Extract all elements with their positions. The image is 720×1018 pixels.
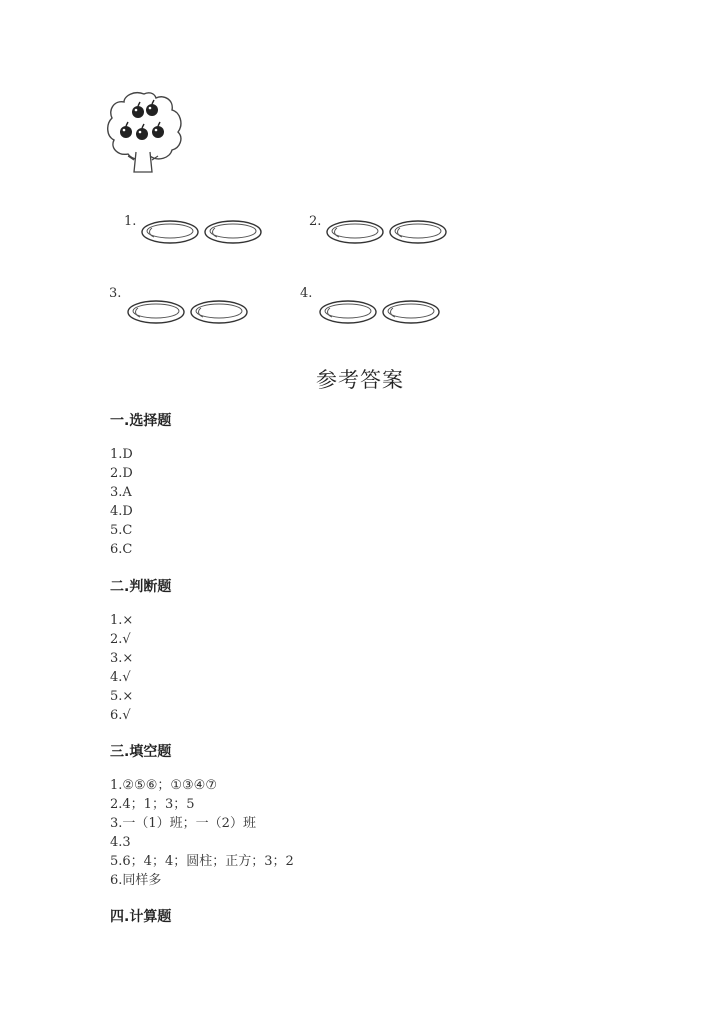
answer-item: 5.× [110, 689, 134, 704]
answer-item: 4.√ [110, 670, 131, 685]
answer-key-title: 参考答案 [316, 368, 404, 392]
answer-item: 1.× [110, 613, 134, 628]
plate-group-label-3: 3. [109, 286, 122, 301]
section-heading-choice: 一.选择题 [110, 413, 172, 429]
plate-icon [388, 218, 448, 248]
answer-item: 2.4；1；3；5 [110, 797, 195, 812]
answer-list-choice [110, 445, 133, 559]
answer-item: 6.√ [110, 708, 131, 723]
answer-item: 3.× [110, 651, 134, 666]
apple-tree-illustration [104, 88, 184, 180]
plate-group-label-2: 2. [309, 214, 322, 229]
section-heading-judgement: 二.判断题 [110, 579, 172, 595]
section-heading-calculation: 四.计算题 [110, 909, 172, 925]
answer-item: 3.A [110, 485, 132, 500]
plate-icon [318, 298, 378, 328]
answer-item: 1.D [110, 447, 133, 462]
answer-list-fill-blank [110, 776, 294, 890]
plate-icon [140, 218, 200, 248]
answer-item: 6.同样多 [110, 873, 162, 888]
answer-list-judgement [110, 611, 133, 725]
answer-item: 2.√ [110, 632, 131, 647]
plate-icon [381, 298, 441, 328]
answer-item: 6.C [110, 542, 133, 557]
plate-group-label-4: 4. [300, 286, 313, 301]
answer-item: 4.D [110, 504, 133, 519]
plate-icon [126, 298, 186, 328]
plate-icon [203, 218, 263, 248]
plate-group-label-1: 1. [124, 214, 137, 229]
answer-item: 2.D [110, 466, 133, 481]
answer-item: 4.3 [110, 835, 131, 850]
section-heading-fill-blank: 三.填空题 [110, 744, 172, 760]
answer-item: 1.②⑤⑥；①③④⑦ [110, 778, 217, 793]
answer-item: 3.一（1）班；一（2）班 [110, 816, 256, 831]
plate-icon [189, 298, 249, 328]
plate-icon [325, 218, 385, 248]
answer-item: 5.C [110, 523, 133, 538]
answer-item: 5.6；4；4；圆柱；正方；3；2 [110, 854, 294, 869]
